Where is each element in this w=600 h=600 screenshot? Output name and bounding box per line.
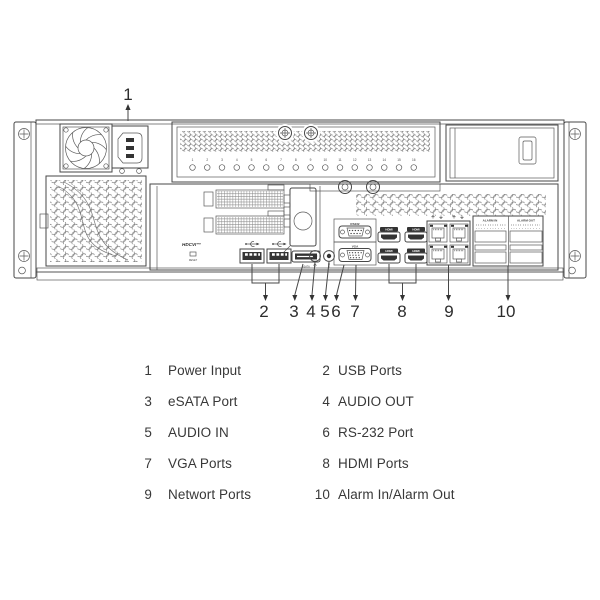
callout-4-audio-out — [306, 262, 315, 321]
esata-port — [292, 251, 320, 269]
svg-text:9: 9 — [444, 302, 454, 321]
legend-num: 1 — [144, 363, 152, 378]
brand-logo: HDCVI™ — [182, 242, 201, 247]
expansion-bay — [446, 125, 558, 181]
svg-text:13: 13 — [367, 158, 372, 162]
svg-text:4: 4 — [306, 302, 316, 321]
hdmi-port-3 — [378, 249, 400, 264]
svg-text:16: 16 — [411, 158, 416, 162]
callout-8-hdmi — [389, 264, 416, 321]
alarm-terminal-block — [473, 216, 543, 266]
legend-label: AUDIO IN — [168, 425, 229, 440]
cooling-fan — [60, 124, 112, 172]
legend-num: 4 — [322, 394, 330, 409]
legend-label: USB Ports — [338, 363, 402, 378]
svg-text:ALARM OUT: ALARM OUT — [517, 218, 535, 223]
legend-row-2 — [0, 387, 600, 418]
legend-label: eSATA Port — [168, 394, 238, 409]
svg-text:11: 11 — [338, 158, 342, 162]
svg-text:14: 14 — [382, 158, 387, 162]
left-vent-grille — [40, 176, 146, 266]
network-port-block — [427, 216, 470, 266]
legend-label: HDMI Ports — [338, 456, 409, 471]
svg-text:RESET: RESET — [188, 259, 198, 262]
rack-ear-right — [564, 122, 586, 278]
svg-text:ALARM IN: ALARM IN — [482, 218, 498, 223]
hdmi-port-4 — [405, 249, 427, 264]
callout-9-network — [444, 265, 453, 321]
pci-slot-1 — [204, 185, 284, 208]
legend-label: Networt Ports — [168, 487, 252, 502]
card-bracket — [283, 186, 320, 258]
svg-text:2: 2 — [259, 302, 269, 321]
power-input-socket — [112, 126, 148, 173]
svg-text:10: 10 — [323, 158, 328, 162]
svg-text:6: 6 — [265, 158, 268, 162]
callout-3-esata — [289, 264, 303, 321]
upper-vent-strip — [356, 194, 546, 216]
legend-num: 10 — [314, 487, 330, 502]
hdmi-port-1 — [378, 227, 400, 242]
svg-text:7: 7 — [280, 158, 282, 162]
callout-1-power-input — [123, 85, 132, 121]
network-port-1 — [429, 224, 447, 242]
svg-text:eSATA: eSATA — [302, 265, 310, 269]
usb-port-2 — [267, 242, 291, 263]
svg-text:15: 15 — [397, 158, 401, 162]
svg-text:10: 10 — [496, 302, 516, 321]
svg-text:3: 3 — [289, 302, 299, 321]
hdmi-port-2 — [405, 227, 427, 242]
legend-table — [0, 356, 600, 511]
svg-text:8: 8 — [294, 158, 297, 162]
legend-label: Power Input — [168, 363, 242, 378]
legend-num: 5 — [144, 425, 152, 440]
svg-text:8: 8 — [397, 302, 407, 321]
network-port-3 — [429, 245, 447, 263]
legend-num: 3 — [144, 394, 152, 409]
svg-text:1: 1 — [123, 85, 133, 104]
legend-label: AUDIO OUT — [338, 394, 414, 409]
svg-text:7: 7 — [350, 302, 360, 321]
svg-text:VGA: VGA — [351, 244, 359, 249]
svg-text:RS232: RS232 — [350, 221, 360, 226]
callout-7-vga — [350, 265, 359, 321]
legend-num: 6 — [322, 425, 330, 440]
vga-port — [334, 242, 376, 265]
legend-row-3 — [0, 418, 600, 449]
callout-10-alarm — [497, 266, 516, 321]
svg-text:4: 4 — [235, 158, 238, 162]
svg-text:5: 5 — [320, 302, 330, 321]
callout-5-audio-in — [320, 262, 329, 321]
top-io-section — [172, 122, 440, 182]
legend-num: 7 — [144, 456, 152, 471]
legend-row-5 — [0, 480, 600, 511]
legend-num: 9 — [144, 487, 152, 502]
legend-num: 8 — [322, 456, 330, 471]
network-port-4 — [450, 245, 468, 263]
usb-port-1 — [240, 242, 264, 263]
drive-channel-indicators — [190, 158, 417, 170]
svg-text:1: 1 — [191, 158, 194, 162]
svg-text:5: 5 — [250, 158, 253, 162]
svg-text:3: 3 — [221, 158, 223, 162]
legend-label: VGA Ports — [168, 456, 232, 471]
legend-label: Alarm In/Alarm Out — [338, 487, 455, 502]
network-port-2 — [450, 224, 468, 242]
svg-text:HDMI: HDMI — [385, 227, 393, 232]
callout-6-rs232 — [331, 265, 344, 321]
legend-label: RS-232 Port — [338, 425, 414, 440]
svg-text:2: 2 — [206, 158, 209, 162]
thumbscrew-top-left — [279, 127, 292, 140]
callout-2-usb — [252, 264, 279, 321]
svg-text:6: 6 — [331, 302, 341, 321]
svg-text:12: 12 — [352, 158, 357, 162]
svg-text:HDMI: HDMI — [385, 249, 393, 253]
legend-row-1 — [0, 356, 600, 387]
legend-num: 2 — [322, 363, 330, 378]
svg-text:9: 9 — [309, 158, 312, 162]
rack-ear-left — [14, 122, 36, 278]
pci-slot-2 — [204, 211, 284, 234]
reset-button — [189, 252, 198, 262]
svg-text:HDMI: HDMI — [412, 227, 420, 232]
thumbscrew-top-right — [305, 127, 318, 140]
svg-text:HDMI: HDMI — [412, 249, 420, 253]
legend-row-4 — [0, 449, 600, 480]
rs232-port — [334, 219, 376, 242]
